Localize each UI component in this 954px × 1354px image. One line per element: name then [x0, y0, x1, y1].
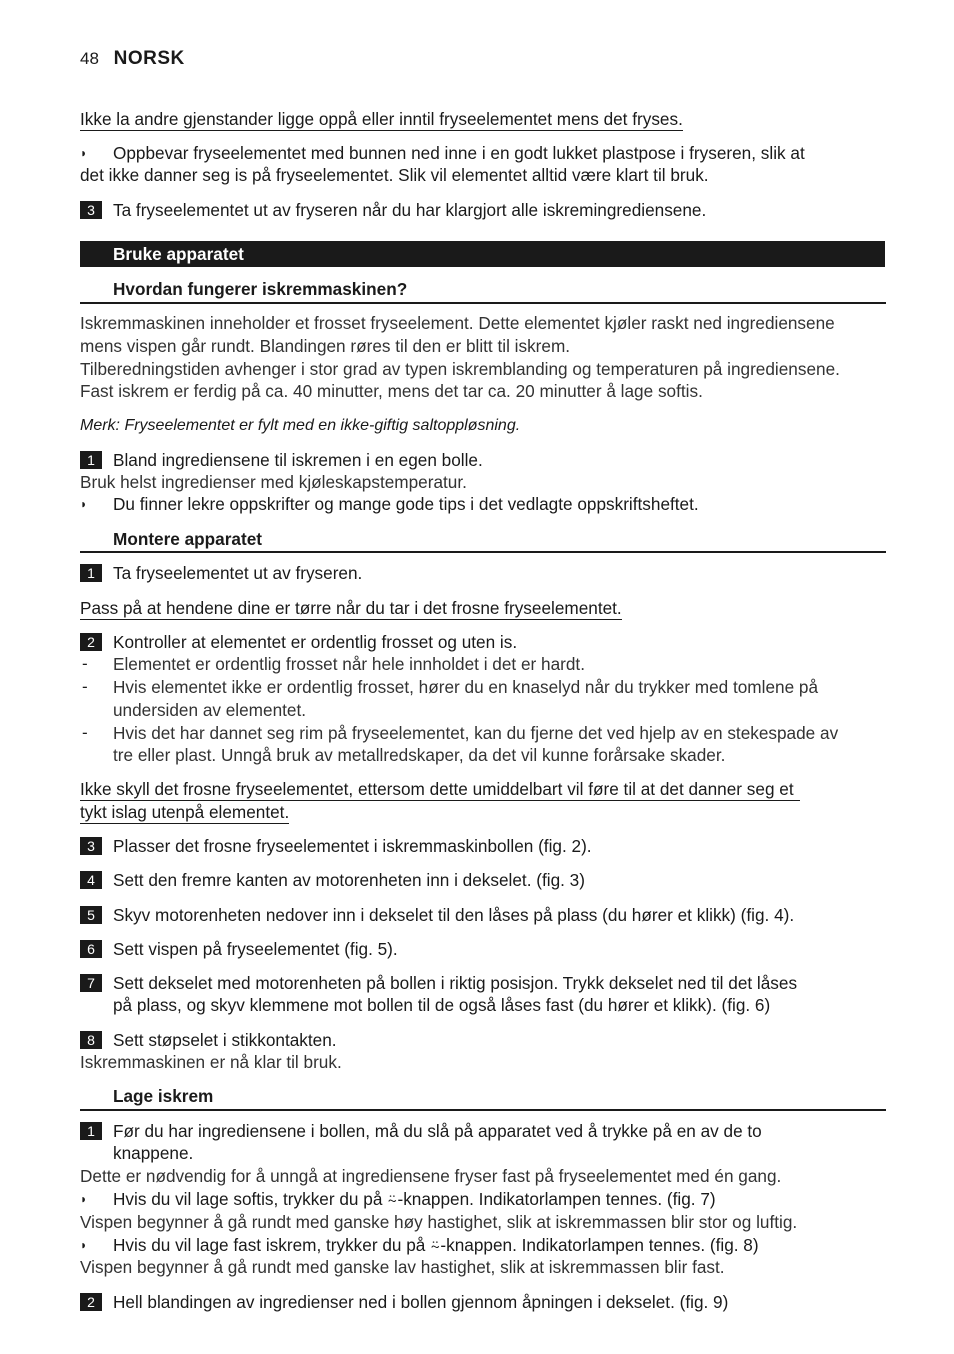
step-text: Ta fryseelementet ut av fryseren når du har klargjort alle iskremingrediensene.	[113, 200, 707, 220]
step-text: Ta fryseelementet ut av fryseren.	[113, 563, 363, 583]
step-text: Sett vispen på fryseelementet (fig. 5).	[113, 939, 398, 959]
bullet-arrow-icon: ◗	[80, 146, 88, 160]
step-text: Kontroller at elementet er ordentlig frosset og uten is.	[113, 632, 518, 652]
body-text: Vispen begynner å gå rundt med ganske høy hastighet, slik at iskremmassen blir stor og luftig.	[80, 1212, 798, 1232]
dash-marker: -	[82, 723, 88, 742]
step-number: 4	[80, 871, 102, 889]
step-number: 8	[80, 1031, 102, 1049]
step-text: Sett dekselet med motorenheten på bollen i riktig posisjon. Trykk dekselet ned til det låses	[113, 973, 798, 993]
subsection-title: Montere apparatet	[113, 529, 262, 549]
subsection-rule	[80, 302, 886, 304]
body-text: Fast iskrem er ferdig på ca. 40 minutter, mens det tar ca. 20 minutter å lage softis.	[80, 381, 703, 401]
list-item: tre eller plast. Unngå bruk av metallredskaper, da det vil kunne forårsake skader.	[113, 745, 726, 765]
step-number: 1	[80, 451, 102, 469]
step-number: 7	[80, 974, 102, 992]
step-number: 3	[80, 837, 102, 855]
subsection-rule	[80, 551, 886, 553]
body-text: mens vispen går rundt. Blandingen røres til den er blitt til iskrem.	[80, 336, 571, 356]
list-item: Elementet er ordentlig frosset når hele innholdet i det er hardt.	[113, 654, 585, 674]
tip-text: Du finner lekre oppskrifter og mange gode tips i det vedlagte oppskriftsheftet.	[113, 494, 699, 514]
subsection-title: Lage iskrem	[113, 1086, 214, 1106]
warning-line: Pass på at hendene dine er tørre når du tar i det frosne fryseelementet.	[80, 598, 622, 618]
step-number: 3	[80, 201, 102, 219]
bullet-arrow-icon: ◗	[80, 497, 88, 511]
step-text: knappene.	[113, 1143, 194, 1163]
tip-text: det ikke danner seg is på fryseelementet. Slik vil elementet alltid være klart til bruk.	[80, 165, 709, 185]
step-text: Sett den fremre kanten av motorenheten inn i dekselet. (fig. 3)	[113, 870, 585, 890]
list-item: Hvis det har dannet seg rim på fryseelementet, kan du fjerne det ved hjelp av en stekespade av	[113, 723, 839, 743]
step-text: Skyv motorenheten nedover inn i dekselet til den låses på plass (du hører et klikk) (fig. 4).	[113, 905, 795, 925]
step-text: på plass, og skyv klemmene mot bollen til de også låses fast (du hører et klikk). (fig. 6)	[113, 995, 771, 1015]
warning-line: tykt islag utenpå elementet.	[80, 802, 290, 822]
body-text: Iskremmaskinen inneholder et frosset fryseelement. Dette elementet kjøler raskt ned ingrediensene	[80, 313, 835, 333]
step-text: Hell blandingen av ingredienser ned i bollen gjennom åpningen i dekselet. (fig. 9)	[113, 1292, 729, 1312]
step-text: Sett støpselet i stikkontakten.	[113, 1030, 337, 1050]
body-text: Iskremmaskinen er nå klar til bruk.	[80, 1052, 342, 1072]
dash-marker: -	[82, 654, 88, 673]
step-number: 1	[80, 1122, 102, 1140]
subsection-rule	[80, 1109, 886, 1111]
body-text: Tilberedningstiden avhenger i stor grad av typen iskremblanding og temperaturen på ingrediensene.	[80, 359, 840, 379]
section-title: Bruke apparatet	[113, 244, 244, 264]
tip-text: Hvis du vil lage softis, trykker du på ⍨-knappen. Indikatorlampen tennes. (fig. 7)	[113, 1189, 716, 1209]
body-text: Vispen begynner å gå rundt med ganske lav hastighet, slik at iskremmassen blir fast.	[80, 1257, 725, 1277]
step-text: Plasser det frosne fryseelementet i iskremmaskinbollen (fig. 2).	[113, 836, 592, 856]
step-number: 5	[80, 906, 102, 924]
dash-marker: -	[82, 677, 88, 696]
page-number: 48	[80, 49, 99, 68]
note-text: Merk: Fryseelementet er fylt med en ikke-giftig saltoppløsning.	[80, 417, 521, 434]
step-number: 6	[80, 940, 102, 958]
step-number: 1	[80, 564, 102, 582]
bullet-arrow-icon: ◗	[80, 1192, 88, 1206]
bullet-arrow-icon: ◗	[80, 1238, 88, 1252]
list-item: Hvis elementet ikke er ordentlig frosset, hører du en knaselyd når du trykker med tomlene på	[113, 677, 819, 697]
subsection-title: Hvordan fungerer iskremmaskinen?	[113, 279, 408, 299]
language-label: NORSK	[113, 48, 185, 69]
step-number: 2	[80, 1293, 102, 1311]
step-number: 2	[80, 633, 102, 651]
tip-text: Oppbevar fryseelementet med bunnen ned inne i en godt lukket plastpose i fryseren, slik at	[113, 143, 805, 163]
page-header	[80, 48, 185, 70]
list-item: undersiden av elementet.	[113, 700, 307, 720]
section-bar	[80, 241, 885, 267]
warning-line: Ikke la andre gjenstander ligge oppå eller inntil fryseelementet mens det fryses.	[80, 109, 683, 129]
body-text: Dette er nødvendig for å unngå at ingrediensene fryser fast på fryseelementet med én gang.	[80, 1166, 782, 1186]
step-text: Bland ingrediensene til iskremen i en egen bolle.	[113, 450, 483, 470]
tip-text: Hvis du vil lage fast iskrem, trykker du på ⍨-knappen. Indikatorlampen tennes. (fig. 8)	[113, 1235, 759, 1255]
step-text: Før du har ingrediensene i bollen, må du slå på apparatet ved å trykke på en av de to	[113, 1121, 762, 1141]
body-text: Bruk helst ingredienser med kjøleskapstemperatur.	[80, 472, 467, 492]
warning-line: Ikke skyll det frosne fryseelementet, ettersom dette umiddelbart vil føre til at det danner seg et	[80, 778, 800, 800]
